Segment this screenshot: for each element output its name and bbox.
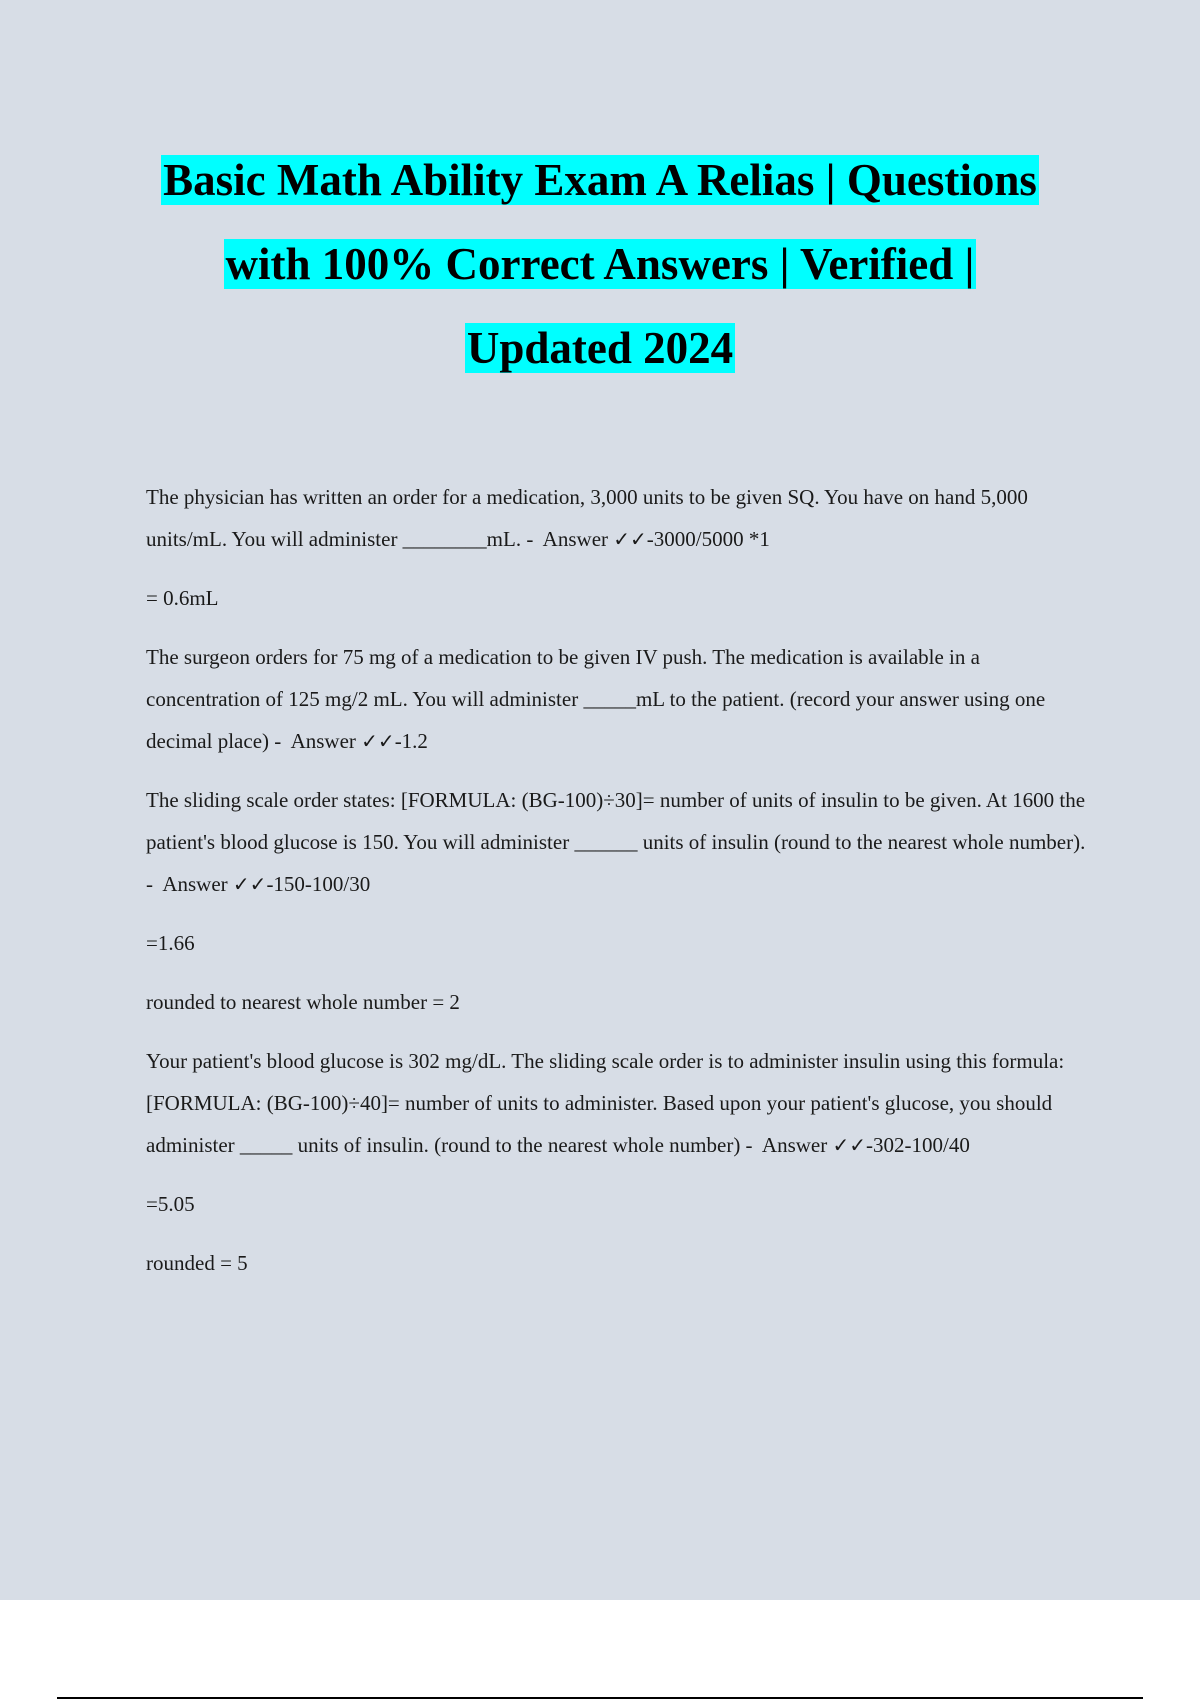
title-line-text: Basic Math Ability Exam A Relias | Questions [163,155,1037,205]
question-item [146,1040,1086,1166]
answer-text: -150-100/30 [266,872,371,896]
footer-divider [57,1697,1143,1699]
title-line-text: Updated 2024 [466,323,734,373]
question-item [146,636,1086,762]
question-item [146,476,1086,560]
title-line [100,306,1100,390]
answer-text: -3000/5000 *1 [646,527,770,551]
check-icon: ✓✓ [832,1133,866,1157]
question-text: Your patient's blood glucose is 302 mg/dL. The sliding scale order is to administer insulin using this formula: [FORMULA: (BG-100)÷40]= number of units to administer. Based upon your patient's glucose, you should administer _____ units of insulin. (round to the nearest whole number) - [146,1049,1065,1157]
answer-followup: =5.05 [146,1192,195,1216]
answer-label: Answer [533,527,614,551]
answer-label: Answer [281,729,362,753]
document-title [100,138,1100,390]
check-icon: ✓✓ [613,527,647,551]
title-line-text: with 100% Correct Answers | Verified | [225,239,975,289]
answer-followup: rounded to nearest whole number = 2 [146,990,460,1014]
answer-label: Answer [153,872,233,896]
answer-text: -1.2 [394,729,428,753]
title-line [100,222,1100,306]
question-text: The physician has written an order for a medication, 3,000 units to be given SQ. You have on hand 5,000 units/mL. You will administer ________mL. - [146,485,1028,551]
check-icon: ✓✓ [361,729,395,753]
question-text: The sliding scale order states: [FORMULA: (BG-100)÷30]= number of units of insulin to be given. At 1600 the patient's blood glucose is 150. You will administer ______ units of insulin (round to the nearest whole number). - [146,788,1086,896]
question-text: The surgeon orders for 75 mg of a medication to be given IV push. The medication is available in a concentration of 125 mg/2 mL. You will administer _____mL to the patient. (record your answer using one decimal place) - [146,645,1046,753]
answer-label: Answer [752,1133,833,1157]
answer-followup: = 0.6mL [146,586,219,610]
answer-followup: =1.66 [146,931,195,955]
check-icon: ✓✓ [232,872,267,896]
questions-list [146,476,1086,1301]
answer-text: -302-100/40 [866,1133,970,1157]
answer-followup: rounded = 5 [146,1251,248,1275]
title-line [100,138,1100,222]
question-item [146,779,1086,905]
